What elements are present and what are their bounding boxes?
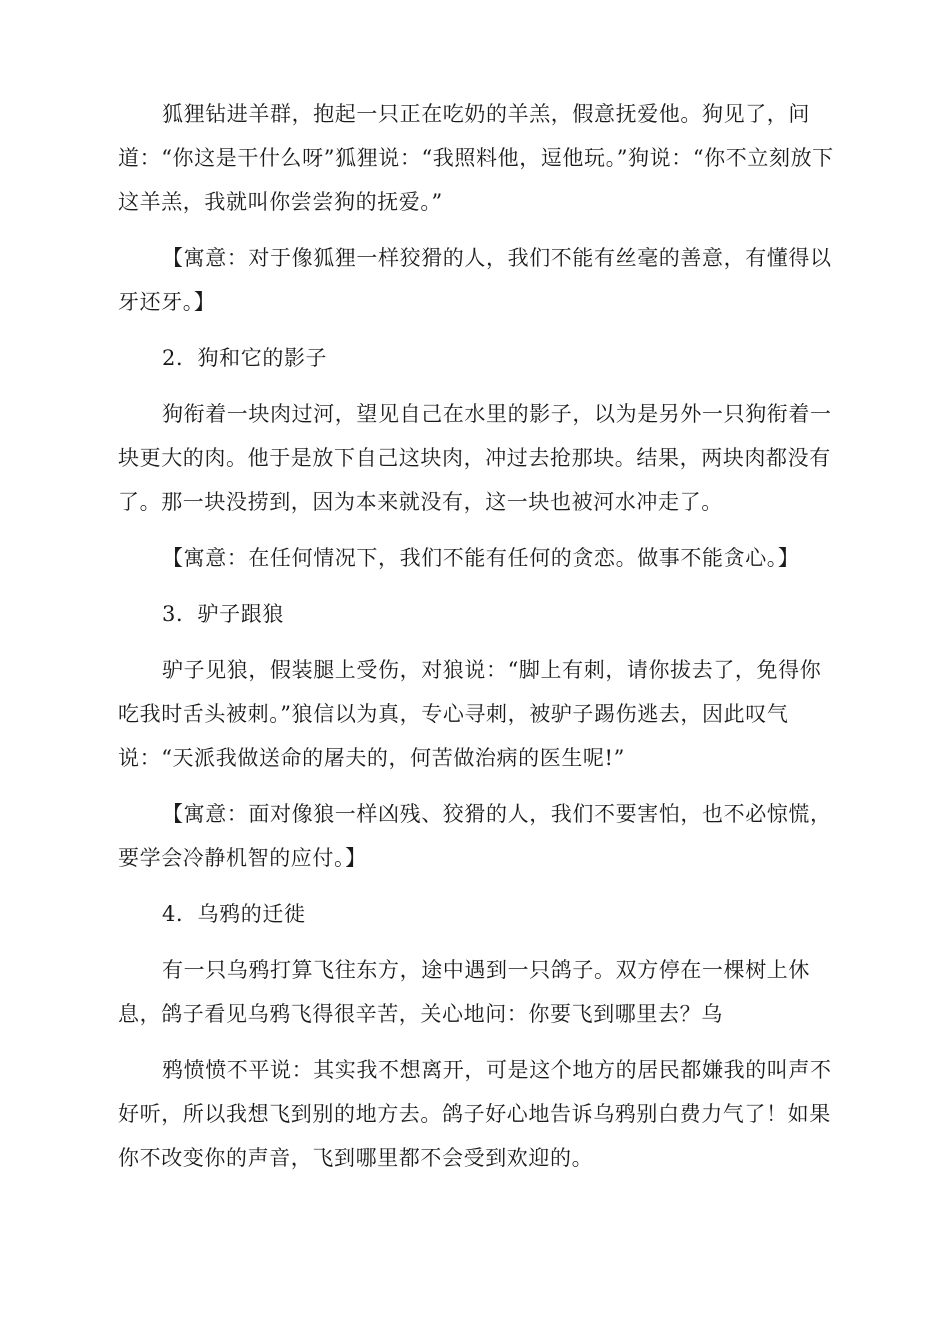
story-heading-3: 3．驴子跟狼 bbox=[162, 602, 284, 626]
story-paragraph-crow-1: 有一只乌鸦打算飞往东方，途中遇到一只鸽子。双方停在一棵树上休息，鸽子看见乌鸦飞得很辛苦，关心地问：你要飞到哪里去？乌 bbox=[118, 958, 810, 1026]
story-paragraph-crow-2: 鸦愤愤不平说：其实我不想离开，可是这个地方的居民都嫌我的叫声不好听，所以我想飞到别的地方去。鸽子好心地告诉乌鸦别白费力气了！如果你不改变你的声音，飞到哪里都不会受到欢迎的。 bbox=[118, 1058, 832, 1170]
story-paragraph-fox: 狐狸钻进羊群，抱起一只正在吃奶的羊羔，假意抚爱他。狗见了，问道：“你这是干什么呀”狐狸说：“我照料他，逗他玩。”狗说：“你不立刻放下这羊羔，我就叫你尝尝狗的抚爱。” bbox=[118, 102, 834, 214]
moral-dog: 【寓意：在任何情况下，我们不能有任何的贪恋。做事不能贪心。】 bbox=[162, 546, 800, 570]
moral-donkey: 【寓意：面对像狼一样凶残、狡猾的人，我们不要害怕，也不必惊慌，要学会冷静机智的应付。】 bbox=[118, 802, 832, 870]
story-paragraph-donkey: 驴子见狼，假装腿上受伤，对狼说：“脚上有刺，请你拔去了，免得你吃我时舌头被刺。”狼信以为真，专心寻刺，被驴子踢伤逃去，因此叹气说：“天派我做送命的屠夫的，何苦做治病的医生呢!” bbox=[118, 658, 822, 770]
story-paragraph-dog: 狗衔着一块肉过河，望见自己在水里的影子，以为是另外一只狗衔着一块更大的肉。他于是放下自己这块肉，冲过去抢那块。结果，两块肉都没有了。那一块没捞到，因为本来就没有，这一块也被河水冲走了。 bbox=[118, 402, 832, 514]
story-heading-2: 2．狗和它的影子 bbox=[162, 346, 328, 370]
story-heading-4: 4．乌鸦的迁徙 bbox=[162, 902, 306, 926]
document-page bbox=[118, 92, 834, 1180]
moral-fox: 【寓意：对于像狐狸一样狡猾的人，我们不能有丝毫的善意，有懂得以牙还牙。】 bbox=[118, 246, 832, 314]
